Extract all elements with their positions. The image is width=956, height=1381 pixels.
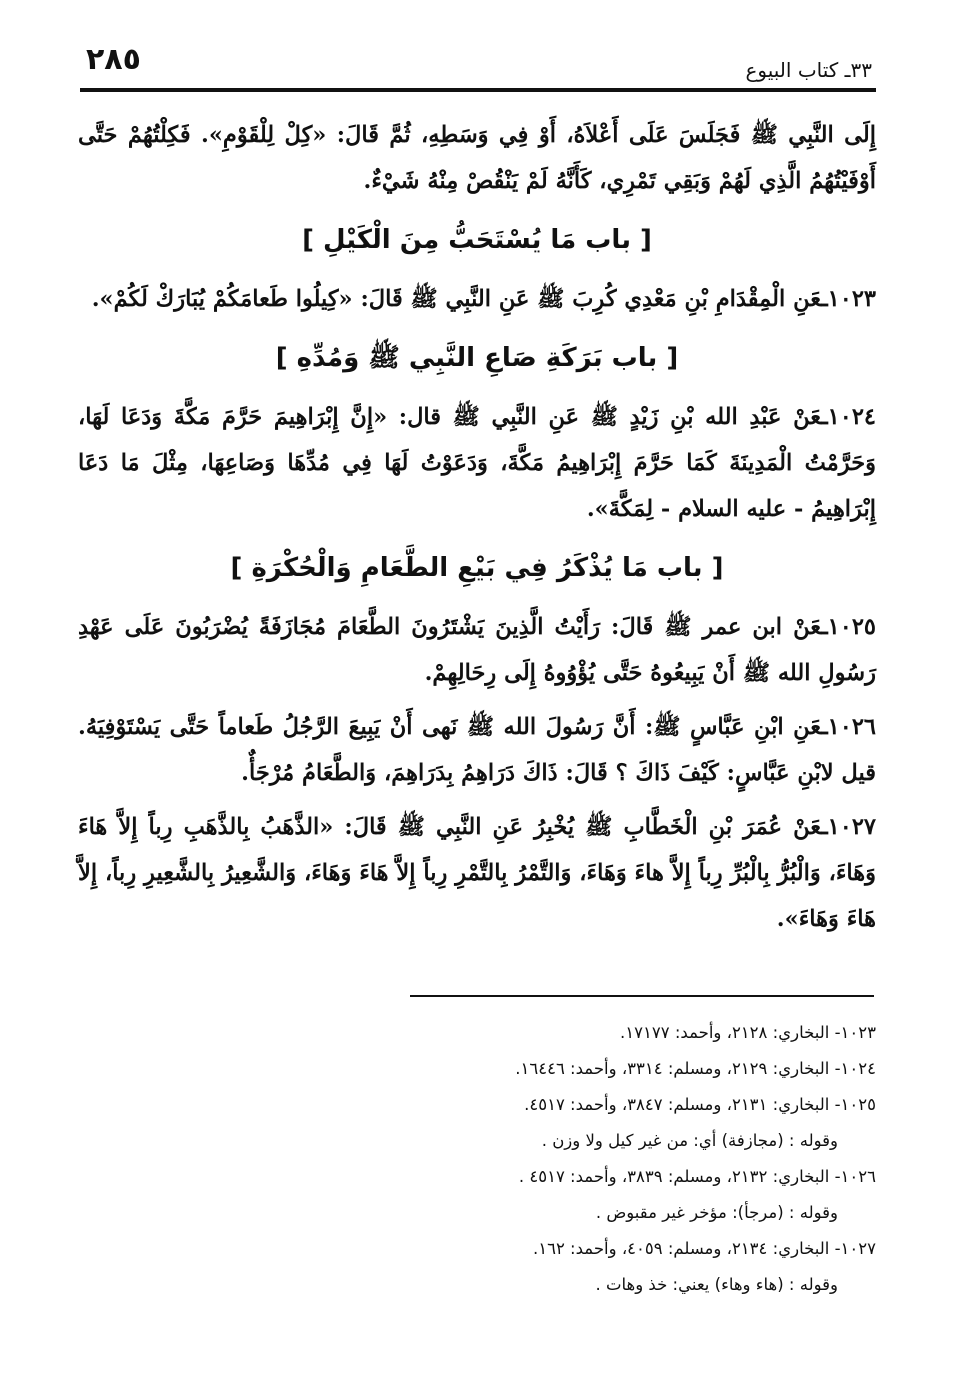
page-number: ٢٨٥	[86, 42, 141, 77]
footnote: ١٠٢٣- البخاري: ٢١٢٨، وأحمد: ١٧١٧٧.	[620, 1023, 876, 1042]
hadith-number: ١٠٢٧ـ	[821, 814, 876, 840]
footnote-gloss: وقوله : (مرجأ): مؤخر غير مقبوض .	[595, 1203, 838, 1222]
hadith-text: عَنْ عَبْدِ الله بْنِ زَيْدٍ ﷺ عَنِ النَّبِي ﷺ قال: «إِنَّ إِبْرَاهِيمَ حَرَّمَ مَكَّةَ وَدَعَا لَهَا، وَحَرَّمْتُ الْمَدِينَةَ كَمَا حَرَّمَ إِبْرَاهِيمُ مَكَّةَ، وَدَعَوْتُ لَهَا فِي مُدِّهَا وَصَاعِهَا، مِثْلَ مَا دَعَا إِبْرَاهِيمُ - عليه السلام - لِمَكَّةَ».	[78, 404, 876, 522]
hadith-entry	[78, 804, 876, 942]
hadith-entry	[78, 394, 876, 532]
hadith-entry	[78, 604, 876, 696]
hadith-number: ١٠٢٣ـ	[821, 286, 876, 312]
footnote: ١٠٢٦- البخاري: ٢١٣٢، ومسلم: ٣٨٣٩، وأحمد: ٤٥١٧ .	[518, 1167, 876, 1186]
footnote: ١٠٢٤- البخاري: ٢١٢٩، ومسلم: ٣٣١٤، وأحمد: ١٦٤٤٦.	[515, 1059, 876, 1078]
section-title: [ باب مَا يُذْكَرُ فِي بَيْعِ الطَّعَامِ وَالْحُكْرَةِ ]	[230, 553, 724, 583]
hadith-number: ١٠٢٤ـ	[821, 404, 876, 430]
hadith-text: عَنْ عُمَرَ بْنِ الْخَطَّابِ ﷺ يُخْبِرُ عَنِ النَّبِي ﷺ قَالَ: «الذَّهَبُ بِالذَّهَبِ رِباً إِلاَّ هَاءَ وَهَاءَ، وَالْبُرُّ بِالْبُرِّ رِباً إِلاَّ هاءَ وَهَاءَ، وَالتَّمْرُ بِالتَّمْرِ رِباً إِلاَّ هَاءَ وَهَاءَ، وَالشَّعِيرُ بِالشَّعِيرِ رِباً، إِلاَّ هَاءَ وَهَاءَ».	[78, 814, 876, 932]
page-header	[80, 32, 876, 92]
hadith-entry	[78, 276, 876, 322]
running-chapter-title: ٣٣ـ كتاب البيوع	[745, 58, 872, 82]
section-title: [ باب بَرَكَةِ صَاعِ النَّبِي ﷺ وَمُدِّهِ ]	[275, 343, 679, 373]
footnote: ١٠٢٧- البخاري: ٢١٣٤، ومسلم: ٤٠٥٩، وأحمد: ١٦٢.	[532, 1239, 876, 1258]
footnote-separator	[410, 995, 874, 997]
hadith-number: ١٠٢٦ـ	[821, 714, 876, 740]
hadith-entry	[78, 704, 876, 796]
section-title: [ باب مَا يُسْتَحَبُّ مِنَ الْكَيْلِ ]	[302, 225, 652, 255]
footnote-gloss: وقوله : (مجازفة) أي: من غير كيل ولا وزن .	[541, 1131, 838, 1150]
footnotes	[380, 1015, 876, 1303]
main-text	[78, 112, 876, 950]
hadith-text: عَنِ ابْنِ عَبَّاسٍ ﷺ: أَنَّ رَسُولَ الله ﷺ نَهى أَنْ يَبِيعَ الرَّجُلُ طَعاماً حَتَّى يَسْتَوْفِيَهُ. قيل لابْنِ عَبَّاسٍ: كَيْفَ ذَاكَ ؟ قَالَ: ذَاكَ دَرَاهِمُ بِدَرَاهِمَ، وَالطَّعَامُ مُرْجَأٌ.	[78, 714, 876, 786]
footnote: ١٠٢٥- البخاري: ٢١٣١، ومسلم: ٣٨٤٧، وأحمد: ٤٥١٧.	[524, 1095, 876, 1114]
header-rule	[80, 88, 876, 92]
footnote-gloss: وقوله : (هاء وهاء) يعني: خذ وهات .	[595, 1275, 838, 1294]
continued-paragraph: إِلَى النَّبِي ﷺ فَجَلَسَ عَلَى أَعْلاَهُ، أَوْ فِي وَسَطِهِ، ثُمَّ قَالَ: «كِلْ لِلْقَوْمِ». فَكِلْتُهُمْ حَتَّى أَوْفَيْتُهُمُ الَّذِي لَهُمْ وَبَقِي تَمْرِي، كَأَنَّهُ لَمْ يَنْقُصْ مِنْهُ شَيْءٌ.	[78, 122, 876, 194]
hadith-text: عَنْ ابن عمر ﷺ قَالَ: رَأَيْتُ الَّذِينَ يَشْتَرُونَ الطَّعَامَ مُجَازَفَةً يُضْرَبُونَ عَلَى عَهْدِ رَسُولِ الله ﷺ أَنْ يَبِيعُوهُ حَتَّى يُؤْوُوهُ إِلَى رِحَالِهِمْ.	[78, 614, 876, 686]
hadith-number: ١٠٢٥ـ	[821, 614, 876, 640]
hadith-text: عَنِ الْمِقْدَامِ بْنِ مَعْدِي كُرِبَ ﷺ عَنِ النَّبِي ﷺ قَالَ: «كِيلُوا طَعامَكُمْ يُبَارَكْ لَكُمْ».	[91, 286, 822, 312]
